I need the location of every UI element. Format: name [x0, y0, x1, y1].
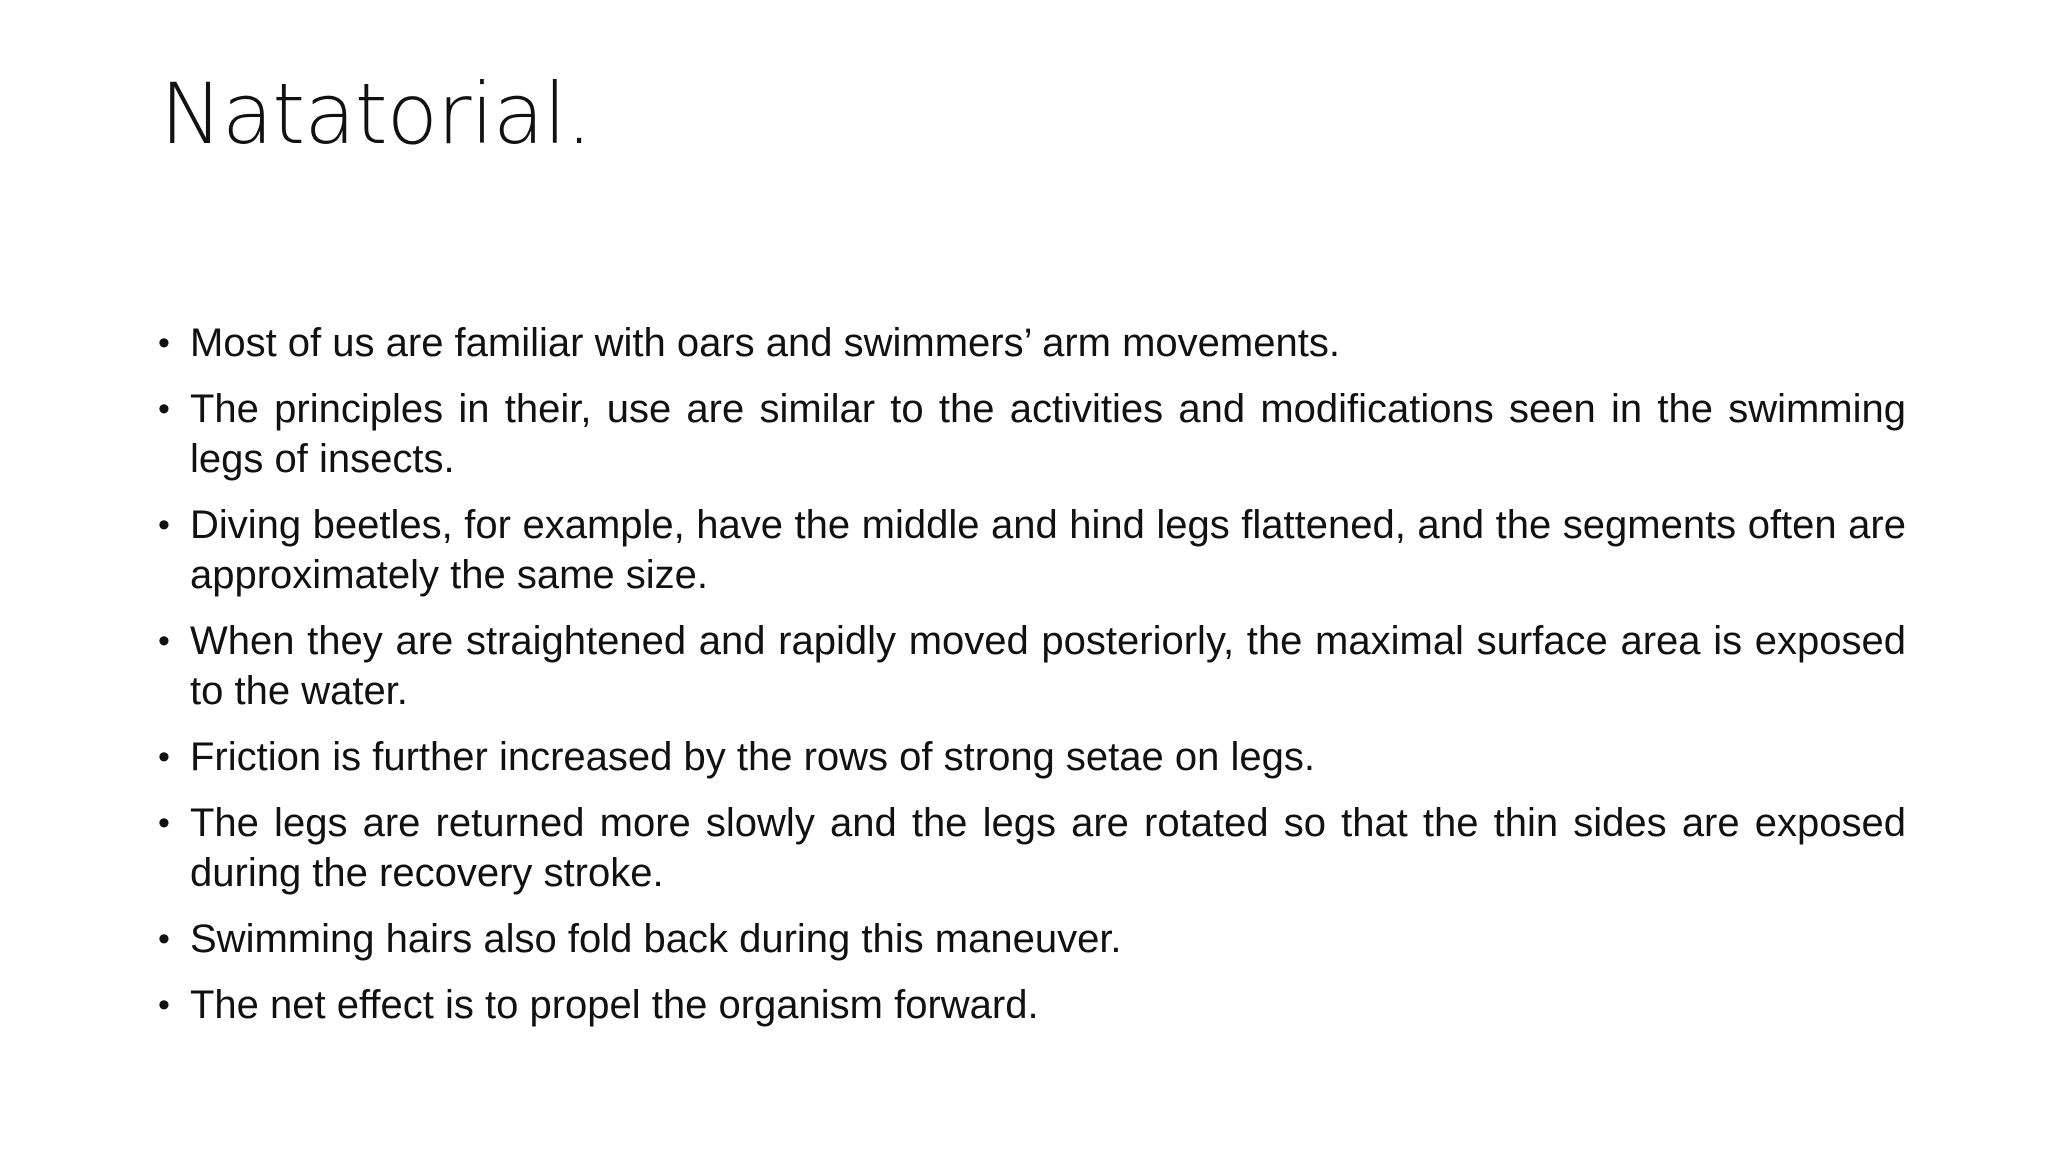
bullet-item: [154, 384, 1906, 484]
bullet-dot-icon: •: [158, 622, 170, 660]
bullet-dot-icon: •: [158, 324, 170, 362]
bullet-text: The legs are returned more slowly and the legs are rotated so that the thin sides are exposed during the recovery stroke.: [190, 801, 1906, 895]
bullet-item: [154, 732, 1906, 782]
slide-title: Natatorial.: [160, 65, 592, 163]
bullet-text: Friction is further increased by the rows of strong setae on legs.: [190, 735, 1315, 779]
bullet-item: [154, 798, 1906, 898]
bullet-text: When they are straightened and rapidly moved posteriorly, the maximal surface area is exposed to the water.: [190, 619, 1906, 713]
bullet-dot-icon: •: [158, 738, 170, 776]
bullet-text: Diving beetles, for example, have the middle and hind legs flattened, and the segments often are approximately the same size.: [190, 503, 1906, 597]
bullet-text: Swimming hairs also fold back during this maneuver.: [190, 917, 1122, 961]
bullet-item: [154, 318, 1906, 368]
bullet-dot-icon: •: [158, 920, 170, 958]
bullet-item: [154, 980, 1906, 1030]
bullet-text: Most of us are familiar with oars and swimmers’ arm movements.: [190, 321, 1340, 365]
bullet-text: The principles in their, use are similar to the activities and modifications seen in the swimming legs of insects.: [190, 387, 1906, 481]
bullet-text: The net effect is to propel the organism forward.: [190, 983, 1039, 1027]
bullet-list: [154, 318, 1906, 1046]
bullet-dot-icon: •: [158, 506, 170, 544]
bullet-dot-icon: •: [158, 986, 170, 1024]
bullet-item: [154, 500, 1906, 600]
bullet-item: [154, 914, 1906, 964]
bullet-dot-icon: •: [158, 390, 170, 428]
bullet-dot-icon: •: [158, 804, 170, 842]
bullet-item: [154, 616, 1906, 716]
